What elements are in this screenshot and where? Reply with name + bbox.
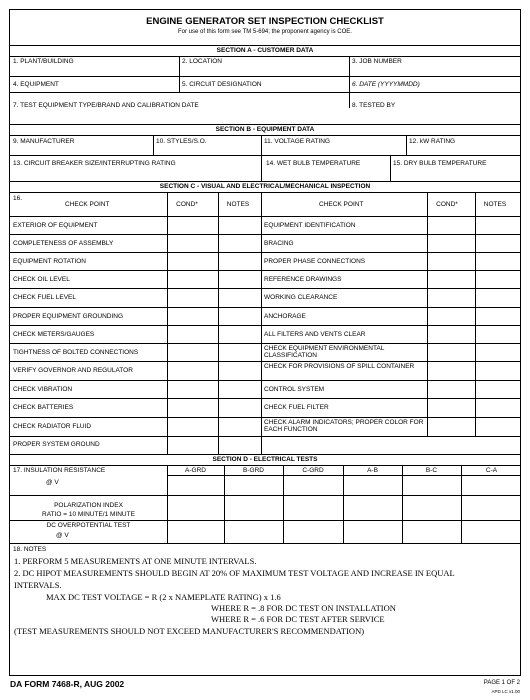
checklist-item-left: CHECK FUEL LEVEL [13,294,76,301]
note-line: MAX DC TEST VOLTAGE = R (2 x NAMEPLATE RATING) x 1.6 [46,592,281,602]
checklist-item-right: WORKING CLEARANCE [264,294,338,301]
checklist-item-right: EQUIPMENT IDENTIFICATION [264,222,356,229]
section-a-title: SECTION A - CUSTOMER DATA [216,47,314,54]
checklist-item-right: CHECK FOR PROVISIONS OF SPILL CONTAINER [264,363,415,370]
checklist-item-right: CHECK FUEL FILTER [264,404,329,411]
breaker-rating-field[interactable]: 13. CIRCUIT BREAKER SIZE/INTERRUPTING RATING [13,160,176,167]
test-col-a-b: A-B [367,467,378,474]
test-col-a-grd: A-GRD [185,467,206,474]
test-col-c-grd: C-GRD [302,467,324,474]
test-col-c-a: C-A [485,467,498,474]
left-notes-header: NOTES [226,201,250,208]
note-line: WHERE R = .8 FOR DC TEST ON INSTALLATION [211,603,396,613]
checklist-item-left: COMPLETENESS OF ASSEMBLY [13,240,114,247]
checklist-item-left: TIGHTNESS OF BOLTED CONNECTIONS [13,349,139,356]
checklist-item-right: BRACING [264,240,294,247]
dc-overpotential-label: DC OVERPOTENTIAL TEST [46,522,131,529]
note-line: (TEST MEASUREMENTS SHOULD NOT EXCEED MANUFACTURER'S RECOMMENDATION) [14,626,365,636]
job-number-field[interactable]: 3. JOB NUMBER [352,58,402,65]
checklist-item-left: EXTERIOR OF EQUIPMENT [13,222,98,229]
right-notes-header: NOTES [483,201,507,208]
polarization-index-label: POLARIZATION INDEX [54,502,123,509]
note-line: INTERVALS. [14,580,62,590]
dry-bulb-field[interactable]: 15. DRY BULB TEMPERATURE [393,160,487,167]
form-subtitle: For use of this form see TM 5-694; the proponent agency is COE. [178,29,352,35]
test-equipment-field[interactable]: 7. TEST EQUIPMENT TYPE/BRAND AND CALIBRATION DATE [13,102,199,109]
ratio-label: RATIO = 10 MINUTE/1 MINUTE [42,511,135,518]
insulation-voltage-field[interactable]: @ V [46,479,59,486]
dc-overpotential-voltage-field[interactable]: @ V [56,532,69,539]
checklist-item-right: ALL FILTERS AND VENTS CLEAR [264,331,366,338]
checklist-item-left: CHECK VIBRATION [13,386,73,393]
checklist-item-left: VERIFY GOVERNOR AND REGULATOR [13,367,133,374]
test-col-b-grd: B-GRD [243,467,264,474]
checklist-item-right: PROPER PHASE CONNECTIONS [264,258,366,265]
date-field[interactable]: 6. DATE (YYYYMMDD) [352,81,420,88]
form-number: DA FORM 7468-R, AUG 2002 [10,679,125,689]
checklist-item-left: CHECK METERS/GAUGES [13,331,95,338]
section-d-title: SECTION D - ELECTRICAL TESTS [212,456,318,463]
checklist-item-left: PROPER EQUIPMENT GROUNDING [13,313,124,320]
form-title: ENGINE GENERATOR SET INSPECTION CHECKLIST [146,16,384,27]
kw-rating-field[interactable]: 12. kW RATING [409,138,456,145]
section-b-title: SECTION B - EQUIPMENT DATA [215,126,315,133]
styles-field[interactable]: 10. STYLES/S.O. [156,138,207,145]
checklist-item-right: CONTROL SYSTEM [264,386,325,393]
checklist-item-right: CHECK EQUIPMENT ENVIRONMENTAL CLASSIFICATION [264,345,385,359]
voltage-rating-field[interactable]: 11. VOLTAGE RATING [264,138,330,145]
left-cond-header: COND* [176,201,198,208]
insulation-resistance-label: 17. INSULATION RESISTANCE [13,467,106,474]
checklist-item-left: CHECK BATTERIES [13,404,74,411]
manufacturer-field[interactable]: 9. MANUFACTURER [13,138,75,145]
section-c-title: SECTION C - VISUAL AND ELECTRICAL/MECHANICAL INSPECTION [159,183,371,190]
checklist-item-left: EQUIPMENT ROTATION [13,258,86,265]
left-checkpoint-header: CHECK POINT [65,201,110,208]
equipment-field[interactable]: 4. EQUIPMENT [13,81,59,88]
circuit-designation-field[interactable]: 5. CIRCUIT DESIGNATION [182,81,262,88]
right-cond-header: COND* [436,201,458,208]
note-line: 1. PERFORM 5 MEASUREMENTS AT ONE MINUTE INTERVALS. [14,556,257,566]
note-line: WHERE R = .6 FOR DC TEST AFTER SERVICE [211,614,385,624]
right-checkpoint-header: CHECK POINT [319,201,364,208]
checklist-item-left: PROPER SYSTEM GROUND [13,441,100,448]
inspection-form [9,9,521,676]
tested-by-field[interactable]: 8. TESTED BY [352,102,396,109]
checklist-item-left: CHECK RADIATOR FLUID [13,423,92,430]
note-line: 2. DC HIPOT MEASUREMENTS SHOULD BEGIN AT 20% OF MAXIMUM TEST VOLTAGE AND INCREASE IN EQUAL [14,568,455,578]
apd-version: APD LC v1.00 [491,689,520,694]
page-number: PAGE 1 OF 2 [483,680,520,686]
wet-bulb-field[interactable]: 14. WET BULB TEMPERATURE [266,160,361,167]
checklist-item-right: ANCHORAGE [264,313,306,320]
test-col-b-c: B-C [425,467,438,474]
checklist-item-right: CHECK ALARM INDICATORS; PROPER COLOR FOR EACH FUNCTION [264,419,424,433]
plant-building-field[interactable]: 1. PLANT/BUILDING [13,58,74,65]
checklist-item-left: CHECK OIL LEVEL [13,276,70,283]
location-field[interactable]: 2. LOCATION [182,58,222,65]
item-16-number: 16. [13,195,23,202]
checklist-item-right: REFERENCE DRAWINGS [264,276,342,283]
notes-label: 18. NOTES [13,546,47,553]
